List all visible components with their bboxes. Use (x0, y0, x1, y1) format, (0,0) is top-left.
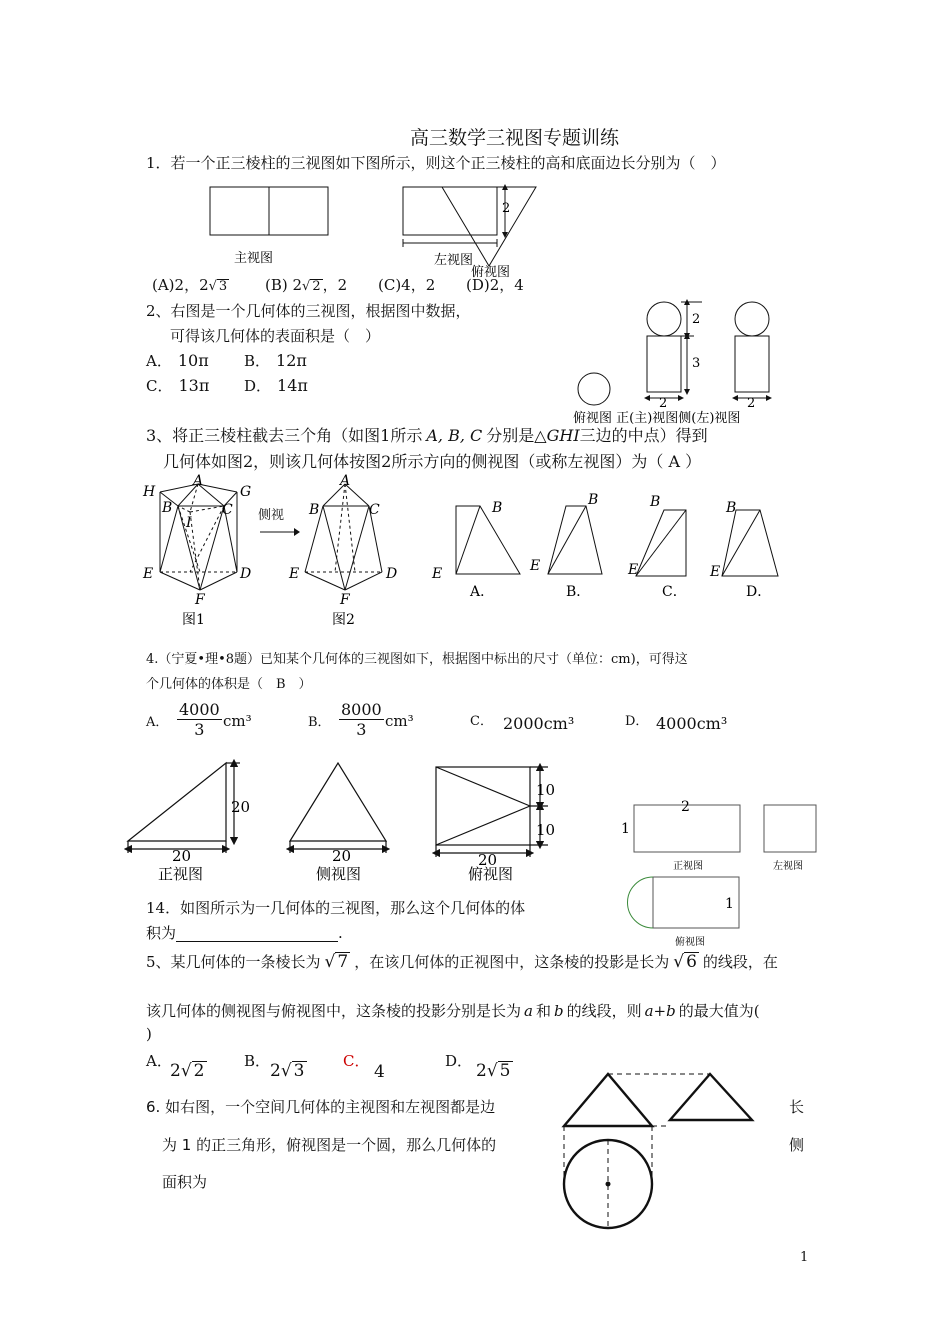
q1-left-caption: 左视图 (434, 253, 474, 268)
q4-front-caption: 正视图 (158, 865, 204, 883)
q2-option-c-value: 13π (178, 376, 210, 395)
q5-question-line2 (146, 1002, 760, 1020)
q4-front-view (128, 763, 226, 841)
q4-option-c-letter[interactable]: C． (470, 714, 493, 729)
q5-option-a-rad: 2 (193, 1061, 205, 1081)
q14-label-2: 2 (681, 799, 690, 815)
q5-option-c-letter[interactable]: C． (343, 1052, 370, 1070)
q2-option-b[interactable] (244, 351, 307, 370)
fig2-F: F (340, 592, 350, 608)
q4-dim-top-width: 20 (478, 851, 498, 869)
q2-option-d-value: 14π (277, 376, 308, 395)
fig1-G: G (240, 484, 252, 500)
q6-question-line2: 为 1 的正三角形，俯视图是一个圆，那么几何体的 (162, 1136, 497, 1154)
fig1-B: B (162, 500, 173, 516)
q4-side-caption: 侧视图 (316, 865, 362, 883)
q5-text2a: 该几何体的侧视图与俯视图中，这条棱的投影分别是长为 (146, 1002, 522, 1020)
q4-option-b-unit: cm³ (385, 712, 414, 730)
fig1-I: I (186, 515, 192, 531)
q3-text-mid: 分别是 (486, 426, 535, 445)
q5-text1c: 的线段，在 (702, 953, 778, 971)
q2-dim-height: 3 (692, 356, 701, 371)
q3-choice-d-label: D． (746, 584, 772, 600)
q4-top-caption: 俯视图 (468, 865, 514, 883)
q1-option-b-tail: ，2 (322, 276, 348, 294)
q2-option-d-letter: D． (244, 377, 272, 395)
q5-rad1: 7 (337, 952, 349, 972)
q3-figure2 (285, 472, 410, 632)
q2-three-views (570, 295, 820, 426)
q3-choices (430, 488, 810, 606)
fig2-E: E (289, 566, 300, 582)
q3-choice-c-B: B (650, 494, 661, 510)
q4-dim-height: 20 (231, 798, 251, 816)
page-title: 高三数学三视图专题训练 (410, 127, 620, 149)
fig1-F: F (195, 592, 205, 608)
q5-option-a-coef: 2 (170, 1061, 181, 1081)
q3-text-end: 三边的中点）得到 (579, 426, 708, 445)
q6-circle-center (606, 1182, 611, 1187)
q3-choice-b-shape (548, 506, 602, 574)
q4-option-d-value: 4000cm³ (656, 714, 728, 733)
q1-option-a-radicand: 3 (218, 279, 228, 294)
q4-option-b-num: 8000 (341, 700, 382, 719)
q1-option-c[interactable]: (C)4，2 (378, 276, 436, 294)
q2-dim-front-width: 2 (659, 396, 668, 411)
q2-option-d[interactable] (244, 376, 308, 395)
q2-dim-sphere: 2 (692, 312, 701, 327)
q14-three-views (615, 795, 830, 955)
q4-dim-top-h1: 10 (536, 781, 556, 799)
q6-side-view (670, 1074, 752, 1120)
q1-option-b[interactable]: (B) 2√ 2 ，2 (265, 276, 348, 294)
q14-answer-blank[interactable] (176, 927, 338, 942)
q5-option-a-letter[interactable]: A． (146, 1052, 172, 1070)
q5-option-d-rad: 5 (499, 1061, 511, 1081)
q14-label-1: 1 (621, 821, 630, 837)
q2-question-line2: 可得该几何体的表面积是（ ） (170, 327, 381, 345)
q2-option-b-letter: B． (244, 352, 271, 370)
q2-side-sphere (735, 302, 769, 336)
q14-question-line1: 14．如图所示为一几何体的三视图，那么这个几何体的体 (146, 899, 526, 917)
fig1-E: E (143, 566, 154, 582)
fig1-C: C (222, 502, 233, 518)
q3-choice-b-label: B． (566, 584, 591, 600)
q2-front-cylinder (647, 336, 681, 392)
fig1-H: H (143, 484, 156, 500)
q3-choice-d-B: B (726, 500, 737, 516)
q6-line2-tail: 侧 (789, 1136, 805, 1154)
q4-question-line1: 4.（宁夏•理•8题）已知某个几何体的三视图如下，根据图中标出的尺寸（单位：cm)，可得这 (146, 652, 688, 667)
q4-top-view (436, 767, 530, 845)
q3-text1: 3、将正三棱柱截去三个角（如图1所示 (146, 426, 423, 445)
q4-option-c-value: 2000cm³ (503, 714, 575, 733)
q5-var-a: a (524, 1002, 533, 1020)
q4-option-b-letter[interactable]: B． (308, 715, 331, 730)
fig2-caption: 图2 (332, 612, 355, 628)
q5-option-a-value[interactable]: 2√ 2 (170, 1061, 205, 1081)
q6-question-line1: 6. 如右图，一个空间几何体的主视图和左视图都是边 (146, 1098, 496, 1116)
q5-option-d-value[interactable]: 2√ 5 (476, 1061, 511, 1081)
q1-option-a[interactable]: (A)2，2√ 3 (152, 276, 228, 294)
q14-left-view (764, 805, 816, 852)
q2-dim-side-width: 2 (747, 396, 756, 411)
q14-question-line2 (146, 924, 343, 942)
q4-option-a-fraction[interactable] (177, 700, 222, 739)
q3-choice-b-E: E (530, 558, 541, 574)
fig1-A: A (193, 473, 204, 489)
q3-choice-d-E: E (710, 564, 721, 580)
q6-line1-tail: 长 (789, 1098, 805, 1116)
q3-choice-c-E: E (628, 562, 639, 578)
q2-option-c[interactable] (146, 376, 209, 395)
q3-question-line1 (146, 426, 708, 445)
q1-three-views (200, 180, 545, 280)
q3-choice-a-B: B (492, 500, 503, 516)
q1-left-view (403, 187, 497, 235)
q3-question-line2: 几何体如图2，则该几何体按图2所示方向的侧视图（或称左视图）为（ A ） (163, 452, 702, 471)
q1-question: 1．若一个正三棱柱的三视图如下图所示，则这个正三棱柱的高和底面边长分别为（ ） (146, 154, 726, 172)
fig1-caption: 图1 (182, 612, 205, 628)
q3-triangle: △GHI (534, 426, 580, 445)
q4-option-d-letter[interactable]: D． (625, 714, 649, 729)
q5-option-d-coef: 2 (476, 1061, 487, 1081)
q14-front-caption: 正视图 (673, 861, 703, 872)
q3-vars: A, B, C (426, 426, 483, 445)
q4-question-line2: 个几何体的体积是（ B ） (146, 677, 312, 692)
fig1-D: D (240, 566, 252, 582)
q2-side-cylinder (735, 336, 769, 392)
q4-dim-top-h2: 10 (536, 821, 556, 839)
q4-option-a-unit: cm³ (223, 712, 252, 730)
q5-text2b: 和 (535, 1002, 551, 1020)
q2-option-a[interactable] (146, 351, 209, 370)
q3-figure1 (140, 472, 270, 632)
q4-option-a-num: 4000 (179, 700, 220, 719)
q2-option-a-letter: A． (146, 352, 172, 370)
q1-option-b-radicand: 2 (312, 279, 321, 294)
page-number: 1 (800, 1250, 809, 1265)
fig2-C: C (369, 502, 380, 518)
q5-option-d-letter[interactable]: D． (445, 1052, 473, 1070)
q2-question-line1: 2、右图是一个几何体的三视图，根据图中数据， (146, 302, 471, 320)
q14-text2: 积为 (146, 924, 177, 942)
q6-question-line3: 面积为 (162, 1173, 208, 1191)
q4-option-b-den: 3 (356, 720, 367, 739)
q14-top-semicircle (628, 877, 654, 928)
q1-option-d[interactable]: (D)2，4 (466, 276, 524, 294)
q6-front-view (564, 1074, 652, 1126)
q4-option-b-fraction[interactable] (339, 700, 384, 739)
q2-option-b-value: 12π (276, 351, 307, 370)
q4-option-a-den: 3 (194, 720, 205, 739)
q5-question-line1: 5、某几何体的一条棱长为 √ 7 ，在该几何体的正视图中，这条棱的投影是长为 √ 6 的线段，在 (146, 952, 778, 972)
q2-option-a-value: 10π (177, 351, 209, 370)
q1-dim-label: 2 (502, 201, 511, 216)
q3-choice-a-label: A． (470, 584, 495, 600)
q2-front-sphere (647, 302, 681, 336)
q1-option-a-text: (A)2，2 (152, 276, 209, 294)
q4-side-view (290, 763, 386, 841)
fig2-A: A (340, 473, 351, 489)
q14-text2-end: . (338, 924, 343, 942)
q3-choice-a-shape (456, 506, 520, 574)
q5-option-b-value[interactable]: 2√ 3 (270, 1061, 305, 1081)
fig2-D: D (386, 566, 398, 582)
q3-choice-b-B: B (588, 492, 599, 508)
q5-option-b-rad: 3 (293, 1061, 305, 1081)
q6-three-views (558, 1068, 783, 1238)
q14-top-caption: 俯视图 (675, 937, 705, 948)
q5-option-b-letter[interactable]: B． (244, 1052, 271, 1070)
q5-expr: a+b (644, 1002, 676, 1020)
q5-text1a: 5、某几何体的一条棱长为 (146, 953, 321, 971)
q5-text1b: ，在该几何体的正视图中，这条棱的投影是长为 (354, 953, 670, 971)
q3-choice-a-E: E (432, 566, 443, 582)
q5-question-line3: ) (146, 1025, 152, 1043)
q2-caption: 俯视图 正(主)视图侧(左)视图 (573, 411, 741, 426)
q4-option-a-letter[interactable]: A． (146, 715, 169, 730)
q2-top-circle (578, 373, 610, 405)
q3-arrow-label: 侧视 (258, 508, 285, 523)
fig2-B: B (309, 502, 320, 518)
q3-choice-d-shape (722, 510, 778, 576)
q14-left-caption: 左视图 (773, 861, 803, 872)
q5-text2d: 的最大值为( (678, 1002, 760, 1020)
q1-top-caption: 俯视图 (471, 265, 511, 280)
q14-label-1b: 1 (725, 896, 734, 912)
q5-text2c: 的线段，则 (566, 1002, 642, 1020)
q5-option-c-value[interactable]: 4 (374, 1062, 385, 1082)
q4-dim-front-width: 20 (172, 847, 192, 865)
q4-three-views (120, 755, 560, 885)
q1-option-b-text: (B) 2 (265, 276, 303, 294)
q5-rad2: 6 (686, 952, 697, 972)
q3-choice-c-label: C． (662, 584, 687, 600)
q2-option-c-letter: C． (146, 377, 173, 395)
q5-option-b-coef: 2 (270, 1061, 281, 1081)
q5-var-b: b (553, 1002, 564, 1020)
q4-dim-side-width: 20 (332, 847, 352, 865)
q1-front-caption: 主视图 (234, 251, 274, 266)
